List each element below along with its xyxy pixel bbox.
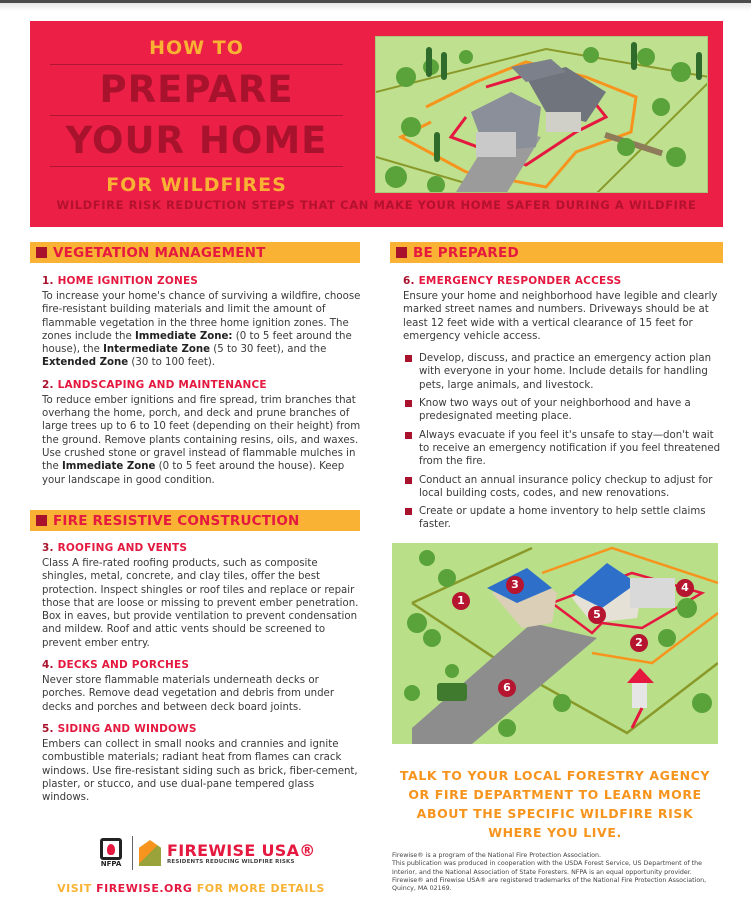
- banner-subtitle: FOR WILDFIRES: [106, 174, 287, 196]
- square-bullet-icon: [405, 477, 412, 484]
- list-item-text: Develop, discuss, and practice an emergency action plan with everyone in your home. Include details for handling pets, large animals, and livestock.: [419, 353, 712, 391]
- list-item: [403, 505, 721, 532]
- marker-5: 5: [588, 606, 606, 624]
- item-body: Embers can collect in small nooks and crannies and ignite combustible materials; radiant heat from flames can crack windows. Use fire-resistant siding such as brick, fiber-cement, plaster, or stucco, and use dual-pane tempered glass windows.: [42, 738, 358, 804]
- section-title: BE PREPARED: [413, 244, 519, 261]
- list-item-text: Always evacuate if you feel it's unsafe to stay—don't wait to receive an emergency notification if you feel threatened from the fire.: [419, 429, 721, 468]
- section-header-be-prepared: [390, 242, 723, 263]
- page-shadow: [0, 3, 751, 11]
- item-body: Never store flammable materials underneath decks or porches. Remove dead vegetation and debris from under decks and porches and between deck board joints.: [42, 675, 335, 713]
- body-text: (0 to 5 feet around the house). Keep your landscape in good condition.: [42, 461, 345, 486]
- website-link[interactable]: FIREWISE.ORG: [96, 882, 193, 895]
- footer-logos: [96, 836, 316, 870]
- marker-4: 4: [676, 579, 694, 597]
- item-heading-text: SIDING AND WINDOWS: [57, 722, 197, 735]
- marker-6: 6: [498, 679, 516, 697]
- square-bullet-icon: [36, 515, 47, 526]
- item-heading-text: EMERGENCY RESPONDER ACCESS: [418, 275, 622, 287]
- emphasis-text: Immediate Zone: [61, 461, 156, 473]
- item-body: [42, 290, 362, 370]
- item-heading: [403, 275, 721, 287]
- banner-kicker: HOW TO: [149, 37, 244, 59]
- cta-line: OR FIRE DEPARTMENT TO LEARN MORE: [408, 787, 702, 802]
- marker-3: 3: [506, 576, 524, 594]
- firewise-house-leaf-icon: [139, 840, 161, 866]
- visit-prefix: VISIT: [57, 882, 97, 895]
- item-heading: [42, 659, 362, 671]
- marker-2: 2: [630, 634, 648, 652]
- item-body: Ensure your home and neighborhood have legible and clearly marked street names and numbers. Driveways should be at least 12 feet wide with a vertical clearance of 15 feet for emergency vehicle access.: [403, 291, 718, 342]
- firewise-title: FIREWISE USA®: [167, 840, 316, 860]
- body-text: To reduce ember ignitions and fire spread, trim branches that overhang the home, porch, and deck and prune branches of large trees up to 6 to 10 feet (depending on their height) from the ground. Remove plants containing resins, oils, and waxes. Use crushed stone or gravel instead of flammable mulches in the: [42, 394, 361, 473]
- body-text: (0 to 5 feet around the house), the: [42, 330, 352, 356]
- firewise-subtitle: RESIDENTS REDUCING WILDFIRE RISKS: [167, 858, 295, 865]
- emphasis-text: Extended Zone: [42, 357, 129, 369]
- square-bullet-icon: [36, 247, 47, 258]
- body-text: (30 to 100 feet).: [128, 357, 216, 369]
- flame-icon: [107, 844, 115, 855]
- square-bullet-icon: [396, 247, 407, 258]
- divider: [50, 166, 343, 167]
- call-to-action: [392, 766, 718, 842]
- body-text: To increase your home's chance of surviving a wildfire, choose fire-resistant building materials and limit the amount of flammable vegetation in the three home ignition zones. The zones include the: [42, 291, 361, 342]
- item-heading-text: DECKS AND PORCHES: [57, 659, 190, 672]
- item-number: 4.: [42, 659, 54, 672]
- emphasis-text: Intermediate Zone: [103, 344, 211, 356]
- marker-1: 1: [452, 592, 470, 610]
- visit-suffix: FOR MORE DETAILS: [192, 882, 325, 895]
- logo-divider: [132, 836, 133, 870]
- divider: [50, 64, 343, 65]
- house-zones-icon: [376, 37, 708, 193]
- list-item-text: Create or update a home inventory to help settle claims faster.: [419, 506, 706, 531]
- item-heading-text: ROOFING AND VENTS: [57, 542, 188, 554]
- header-banner: [30, 21, 723, 227]
- item-heading-text: HOME IGNITION ZONES: [57, 275, 199, 287]
- cta-line: ABOUT THE SPECIFIC WILDFIRE RISK: [416, 806, 694, 821]
- item-number: 5.: [42, 722, 54, 735]
- item-heading: [42, 723, 362, 735]
- vegetation-content: [42, 275, 362, 496]
- section-header-vegetation: [30, 242, 360, 263]
- list-item: [403, 352, 721, 392]
- banner-title-line2: YOUR HOME: [65, 119, 328, 162]
- banner-title-block: [50, 29, 343, 198]
- fine-print-line: Firewise® is a program of the National Fire Protection Association.: [392, 852, 601, 859]
- be-prepared-content: [403, 275, 721, 537]
- item-number: 6.: [403, 275, 415, 287]
- item-heading: [42, 275, 362, 287]
- numbered-property-illustration: [392, 543, 718, 744]
- cta-line: WHERE YOU LIVE.: [488, 825, 622, 840]
- item-body: Class A fire-rated roofing products, such as composite shingles, metal, concrete, and clay tiles, offer the best protection. Inspect shingles or roof tiles and replace or repair those that are loose or missing to prevent ember penetration. Box in eaves, but provide ventilation to prevent condensation and mildew. Roof and attic vents should be screened to prevent ember entry.: [42, 558, 359, 649]
- square-bullet-icon: [405, 400, 412, 407]
- fine-print: [392, 852, 722, 893]
- home-ignition-zones-illustration: [375, 36, 708, 193]
- list-item: [403, 397, 721, 424]
- item-heading: [42, 379, 362, 391]
- cta-line: TALK TO YOUR LOCAL FORESTRY AGENCY: [399, 768, 711, 783]
- item-number: 3.: [42, 542, 54, 554]
- list-item-text: Know two ways out of your neighborhood and have a predesignated meeting place.: [419, 398, 691, 423]
- fine-print-line: This publication was produced in cooperation with the USDA Forest Service, US Department of the Interior, and the National Association of State Foresters. NFPA is an equal opportunity provider. Firewise® and Firewise USA® are registered trademarks of the National Fire Protection Association, Quincy, MA 02169.: [392, 860, 707, 893]
- section-title: VEGETATION MANAGEMENT: [53, 244, 266, 261]
- construction-content: [42, 542, 362, 813]
- nfpa-label: NFPA: [100, 860, 122, 868]
- emphasis-text: Immediate Zone:: [134, 330, 233, 342]
- item-number: 1.: [42, 275, 54, 287]
- divider: [50, 115, 343, 116]
- item-heading: [42, 542, 362, 554]
- body-text: (5 to 30 feet), and the: [210, 344, 327, 356]
- item-body: [42, 394, 362, 487]
- square-bullet-icon: [405, 355, 412, 362]
- list-item: [403, 429, 721, 469]
- list-item: [403, 474, 721, 501]
- square-bullet-icon: [405, 432, 412, 439]
- banner-tagline: WILDFIRE RISK REDUCTION STEPS THAT CAN MAKE YOUR HOME SAFER DURING A WILDFIRE: [56, 198, 697, 212]
- square-bullet-icon: [405, 508, 412, 515]
- item-number: 2.: [42, 378, 54, 391]
- visit-website-line: [30, 882, 352, 895]
- section-header-construction: [30, 510, 360, 531]
- banner-title-line1: PREPARE: [99, 68, 294, 111]
- section-title: FIRE RESISTIVE CONSTRUCTION: [53, 512, 300, 529]
- item-heading-text: LANDSCAPING AND MAINTENANCE: [57, 378, 267, 391]
- nfpa-emblem-icon: [100, 838, 122, 860]
- firewise-wordmark: [167, 842, 316, 865]
- list-item-text: Conduct an annual insurance policy checkup to adjust for local building costs, codes, and new renovations.: [419, 474, 713, 499]
- nfpa-logo: [96, 838, 126, 868]
- property-map-icon: [392, 543, 718, 744]
- preparedness-list: [403, 352, 721, 532]
